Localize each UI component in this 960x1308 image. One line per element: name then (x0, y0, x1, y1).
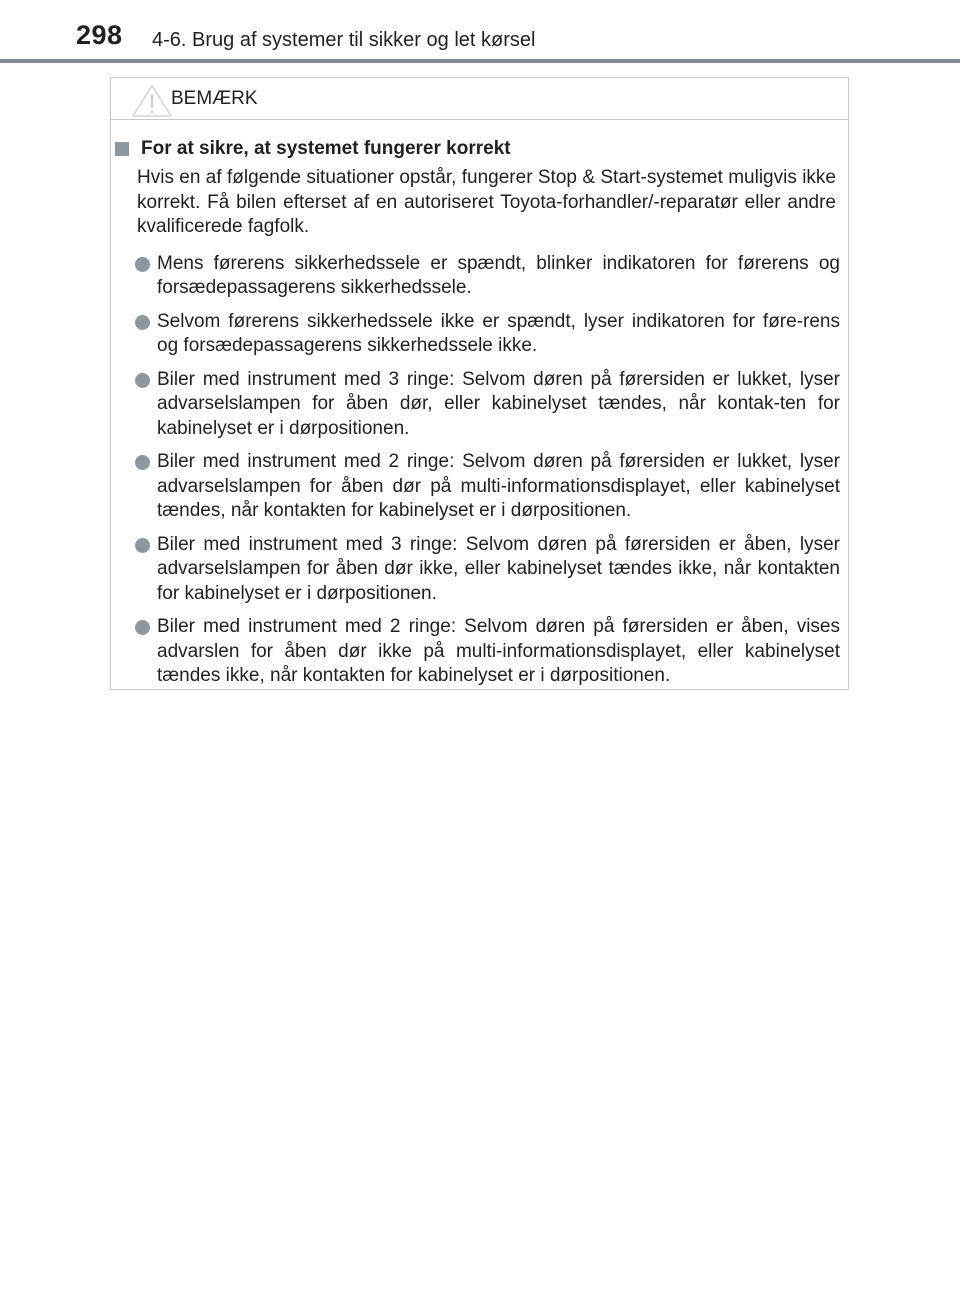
notice-body (111, 136, 848, 698)
list-item (157, 368, 840, 442)
list-item-text: Mens førerens sikkerhedssele er spændt, blinker indikatoren for førerens og forsædepassagerens sikkerhedssele. (157, 252, 840, 298)
list-item (157, 450, 840, 524)
square-bullet-icon (115, 142, 129, 156)
intro-paragraph: Hvis en af følgende situationer opstår, fungerer Stop & Start-systemet muligvis ikke korrekt. Få bilen efterset af en autoriseret Toyota-forhandler/-reparatør eller andre kvalificerede fagfolk. (137, 167, 836, 237)
list-item-text: Biler med instrument med 2 ringe: Selvom døren på førersiden er åben, vises advarslen for åben dør ikke på multi-informationsdisplayet, eller kabinelyset tændes ikke, når kontakten for kabinelyset er i dørpositionen. (157, 616, 840, 686)
notice-label: BEMÆRK (171, 88, 258, 109)
topic-heading (139, 136, 848, 162)
notice-box (110, 77, 849, 690)
list-item (157, 252, 840, 301)
circle-bullet-icon (135, 455, 150, 470)
list-item (157, 310, 840, 359)
list-item-text: Biler med instrument med 3 ringe: Selvom døren på førersiden er åben, lyser advarselslampen for åben dør ikke, eller kabinelyset tændes ikke, når kontakten for kabinelyset er i dørpositionen. (157, 533, 840, 604)
circle-bullet-icon (135, 315, 150, 330)
circle-bullet-icon (135, 257, 150, 272)
list-item-text: Selvom førerens sikkerhedssele ikke er spændt, lyser indikatoren for føre-rens og forsædepassagerens sikkerhedssele ikke. (157, 310, 840, 356)
page-header (0, 0, 960, 62)
section-title: 4-6. Brug af systemer til sikker og let kørsel (152, 29, 536, 51)
circle-bullet-icon (135, 538, 150, 553)
notice-header (111, 78, 848, 120)
list-item (157, 533, 840, 607)
list-item-text: Biler med instrument med 3 ringe: Selvom døren på førersiden er lukket, lyser advarselslampen for åben dør, eller kabinelyset tændes, når kontak-ten for kabinelyset er i dørpositionen. (157, 368, 840, 439)
header-rule (0, 59, 960, 63)
circle-bullet-icon (135, 620, 150, 635)
list-item-text: Biler med instrument med 2 ringe: Selvom døren på førersiden er lukket, lyser advarselslampen for åben dør på multi-informationsdisplayet, eller kabinelyset tændes, når kontakten for kabinelyset er i dørpositionen. (157, 451, 840, 521)
topic-title: For at sikre, at systemet fungerer korrekt (141, 138, 511, 159)
page-number: 298 (76, 20, 123, 50)
warning-triangle-icon (131, 84, 173, 118)
circle-bullet-icon (135, 373, 150, 388)
list-item (157, 615, 840, 689)
condition-list (111, 252, 848, 689)
